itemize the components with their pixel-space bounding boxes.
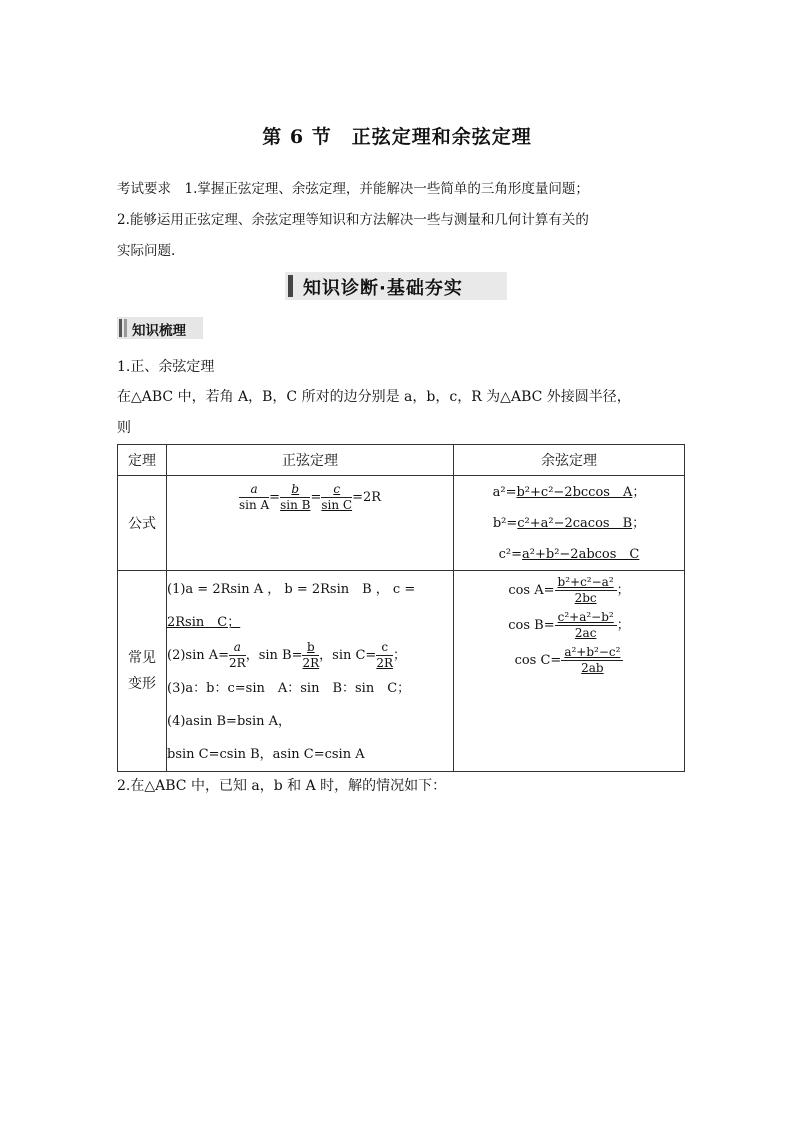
cos-formula-c: c²=a²+b²−2abcos C <box>498 546 640 562</box>
cosine-variants: cos A= $\frac{\text{b²+c²−a²}}{2bc}$ ； cos B= $\frac{\text{c²+a²−b²}}{2ac}$ ； cos C= $\frac{\text{a²+b²−c²}}{2ab}$ <box>454 571 685 772</box>
cosine-formula <box>454 476 685 571</box>
subsection-label <box>117 317 203 339</box>
banner-title: 知识诊断·基础夯实 <box>303 278 463 299</box>
cos-formula-b: b²=c²+a²−2cacos B； <box>492 515 646 531</box>
banner-bar <box>288 275 293 297</box>
sine-variants: (1)a = 2Rsin A ， b = 2Rsin B ， c = 2Rsin C； (2)sin A= $\frac{a}{2R}$ ，sin B= $\frac{b}{2R}$ ，sin C= $\frac{c}{2R}$ ； (3)a：b：c=sin A：sin B：sin C； (4)asin B=bsin A， bsin C=csin B，asin C=csin A <box>167 571 454 772</box>
sine-formula: $\frac{a}{\text{sin A}}$ = $\frac{b}{\text{sin B}}$ = $\frac{c}{\text{sin C}}$ =2R <box>167 476 454 571</box>
header-sine: 正弦定理 <box>167 445 454 476</box>
page-title: 第 6 节 正弦定理和余弦定理 <box>262 126 532 148</box>
item2-heading: 2.在△ABC 中，已知 a，b 和 A 时，解的情况如下： <box>117 778 447 794</box>
requirements-line-2: 2.能够运用正弦定理、余弦定理等知识和方法解决一些与测量和几何计算有关的 <box>117 212 589 228</box>
requirements-line-3: 实际问题. <box>117 243 176 259</box>
item1-text: 在△ABC 中，若角 A，B，C 所对的边分别是 a，b，c，R 为△ABC 外接圆半径， <box>117 389 631 405</box>
cos-formula-a: a²=b²+c²−2bccos A； <box>492 484 646 500</box>
item1-text-cont: 则 <box>117 420 131 436</box>
row-label-variants: 常见 变形 <box>118 571 167 772</box>
header-cosine: 余弦定理 <box>454 445 685 476</box>
row-label-formula: 公式 <box>118 476 167 571</box>
subsection-title: 知识梳理 <box>132 323 186 339</box>
item1-heading: 1.正、余弦定理 <box>117 359 215 375</box>
table-row-formula <box>118 476 685 571</box>
table-header-row <box>118 445 685 476</box>
theorem-table <box>117 444 685 772</box>
section-banner <box>285 272 507 300</box>
table-row-variants <box>118 571 685 772</box>
requirements-line-1: 考试要求 1.掌握正弦定理、余弦定理，并能解决一些简单的三角形度量问题； <box>117 181 589 197</box>
header-theorem: 定理 <box>118 445 167 476</box>
